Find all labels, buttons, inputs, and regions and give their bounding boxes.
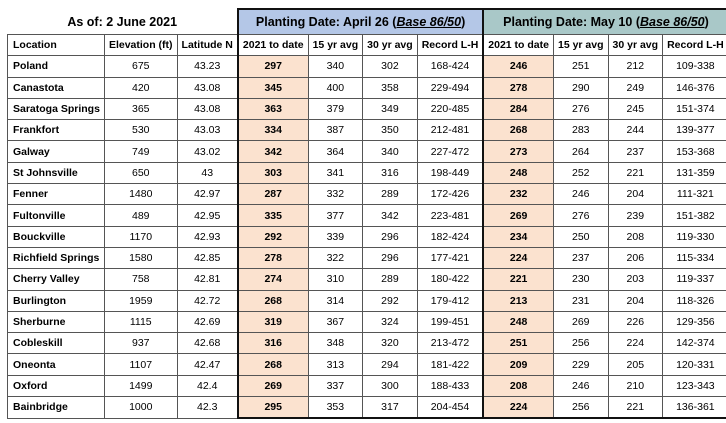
- cell-apr-30yr-avg: 296: [363, 226, 418, 247]
- cell-may-to-date: 251: [483, 333, 553, 354]
- cell-apr-record: 212-481: [417, 120, 483, 141]
- table-row: [8, 226, 726, 247]
- cell-apr-to-date: 345: [238, 77, 308, 98]
- cell-may-15yr-avg: 250: [553, 226, 608, 247]
- cell-apr-record: 168-424: [417, 56, 483, 77]
- cell-may-15yr-avg: 276: [553, 205, 608, 226]
- cell-may-record: 131-359: [663, 162, 726, 183]
- cell-latitude: 42.68: [177, 333, 238, 354]
- cell-apr-to-date: 274: [238, 269, 308, 290]
- cell-apr-15yr-avg: 339: [308, 226, 363, 247]
- cell-apr-30yr-avg: 340: [363, 141, 418, 162]
- cell-apr-30yr-avg: 300: [363, 375, 418, 396]
- cell-apr-record: 182-424: [417, 226, 483, 247]
- cell-apr-15yr-avg: 332: [308, 184, 363, 205]
- cell-apr-15yr-avg: 400: [308, 77, 363, 98]
- cell-apr-record: 188-433: [417, 375, 483, 396]
- title-row: [8, 9, 726, 35]
- table-row: [8, 162, 726, 183]
- cell-may-to-date: 278: [483, 77, 553, 98]
- cell-may-record: 111-321: [663, 184, 726, 205]
- table-row: [8, 56, 726, 77]
- cell-apr-30yr-avg: 316: [363, 162, 418, 183]
- cell-may-to-date: 221: [483, 269, 553, 290]
- cell-apr-to-date: 335: [238, 205, 308, 226]
- cell-apr-to-date: 363: [238, 98, 308, 119]
- cell-may-15yr-avg: 237: [553, 247, 608, 268]
- cell-apr-15yr-avg: 322: [308, 247, 363, 268]
- cell-elevation: 1115: [104, 311, 177, 332]
- cell-may-15yr-avg: 246: [553, 184, 608, 205]
- column-header-may-15yr: 15 yr avg: [553, 35, 608, 56]
- cell-may-30yr-avg: 204: [608, 184, 663, 205]
- cell-may-30yr-avg: 204: [608, 290, 663, 311]
- cell-may-record: 142-374: [663, 333, 726, 354]
- column-header-may-30yr: 30 yr avg: [608, 35, 663, 56]
- cell-may-30yr-avg: 224: [608, 333, 663, 354]
- cell-may-to-date: 284: [483, 98, 553, 119]
- table-row: [8, 247, 726, 268]
- cell-latitude: 42.95: [177, 205, 238, 226]
- cell-location: Frankfort: [8, 120, 105, 141]
- cell-latitude: 42.4: [177, 375, 238, 396]
- cell-apr-to-date: 287: [238, 184, 308, 205]
- cell-location: St Johnsville: [8, 162, 105, 183]
- cell-apr-15yr-avg: 367: [308, 311, 363, 332]
- cell-apr-to-date: 334: [238, 120, 308, 141]
- table-row: [8, 354, 726, 375]
- cell-may-30yr-avg: 239: [608, 205, 663, 226]
- planting-date-may-prefix: Planting Date: May 10 (: [503, 15, 640, 29]
- cell-elevation: 1580: [104, 247, 177, 268]
- cell-elevation: 1170: [104, 226, 177, 247]
- cell-elevation: 937: [104, 333, 177, 354]
- column-header-apr-record: Record L-H: [417, 35, 483, 56]
- cell-may-30yr-avg: 206: [608, 247, 663, 268]
- cell-elevation: 489: [104, 205, 177, 226]
- cell-may-to-date: 269: [483, 205, 553, 226]
- column-header-row: [8, 35, 726, 56]
- cell-apr-to-date: 268: [238, 290, 308, 311]
- table-body: [8, 9, 726, 418]
- cell-elevation: 650: [104, 162, 177, 183]
- cell-may-15yr-avg: 276: [553, 98, 608, 119]
- cell-may-record: 115-334: [663, 247, 726, 268]
- cell-location: Canastota: [8, 77, 105, 98]
- table-row: [8, 397, 726, 419]
- cell-may-30yr-avg: 208: [608, 226, 663, 247]
- table-row: [8, 184, 726, 205]
- cell-may-15yr-avg: 231: [553, 290, 608, 311]
- cell-apr-30yr-avg: 358: [363, 77, 418, 98]
- cell-apr-30yr-avg: 294: [363, 354, 418, 375]
- cell-apr-to-date: 342: [238, 141, 308, 162]
- planting-date-may-base: Base 86/50: [639, 15, 705, 29]
- planting-date-may-suffix: ): [704, 15, 709, 29]
- cell-may-record: 146-376: [663, 77, 726, 98]
- cell-may-30yr-avg: 210: [608, 375, 663, 396]
- cell-location: Fenner: [8, 184, 105, 205]
- cell-latitude: 43.03: [177, 120, 238, 141]
- cell-may-record: 119-337: [663, 269, 726, 290]
- cell-apr-30yr-avg: 289: [363, 269, 418, 290]
- cell-apr-record: 204-454: [417, 397, 483, 419]
- cell-may-to-date: 224: [483, 397, 553, 419]
- cell-may-to-date: 213: [483, 290, 553, 311]
- cell-apr-to-date: 269: [238, 375, 308, 396]
- cell-apr-30yr-avg: 324: [363, 311, 418, 332]
- cell-location: Galway: [8, 141, 105, 162]
- cell-elevation: 1000: [104, 397, 177, 419]
- cell-latitude: 42.81: [177, 269, 238, 290]
- cell-may-to-date: 248: [483, 162, 553, 183]
- cell-may-to-date: 248: [483, 311, 553, 332]
- cell-apr-record: 227-472: [417, 141, 483, 162]
- column-header-latitude: Latitude N: [177, 35, 238, 56]
- cell-apr-record: 220-485: [417, 98, 483, 119]
- column-header-elevation: Elevation (ft): [104, 35, 177, 56]
- planting-date-april-suffix: ): [461, 15, 466, 29]
- cell-elevation: 530: [104, 120, 177, 141]
- cell-apr-15yr-avg: 377: [308, 205, 363, 226]
- cell-apr-record: 199-451: [417, 311, 483, 332]
- cell-apr-15yr-avg: 340: [308, 56, 363, 77]
- cell-apr-to-date: 295: [238, 397, 308, 419]
- cell-may-to-date: 273: [483, 141, 553, 162]
- column-header-may-to-date: 2021 to date: [483, 35, 553, 56]
- cell-may-record: 129-356: [663, 311, 726, 332]
- planting-date-april-prefix: Planting Date: April 26 (: [255, 15, 397, 29]
- cell-may-30yr-avg: 244: [608, 120, 663, 141]
- cell-apr-15yr-avg: 379: [308, 98, 363, 119]
- cell-elevation: 675: [104, 56, 177, 77]
- cell-may-15yr-avg: 256: [553, 333, 608, 354]
- cell-apr-15yr-avg: 337: [308, 375, 363, 396]
- planting-date-april-base: Base 86/50: [396, 15, 462, 29]
- column-header-may-record: Record L-H: [663, 35, 726, 56]
- cell-may-15yr-avg: 246: [553, 375, 608, 396]
- table-row: [8, 269, 726, 290]
- cell-apr-to-date: 303: [238, 162, 308, 183]
- cell-may-to-date: 232: [483, 184, 553, 205]
- cell-latitude: 43.02: [177, 141, 238, 162]
- cell-apr-record: 213-472: [417, 333, 483, 354]
- cell-apr-30yr-avg: 349: [363, 98, 418, 119]
- cell-location: Saratoga Springs: [8, 98, 105, 119]
- cell-apr-record: 198-449: [417, 162, 483, 183]
- cell-may-record: 118-326: [663, 290, 726, 311]
- cell-location: Burlington: [8, 290, 105, 311]
- cell-may-to-date: 208: [483, 375, 553, 396]
- cell-location: Cherry Valley: [8, 269, 105, 290]
- cell-may-15yr-avg: 229: [553, 354, 608, 375]
- cell-latitude: 42.93: [177, 226, 238, 247]
- cell-elevation: 1480: [104, 184, 177, 205]
- cell-location: Fultonville: [8, 205, 105, 226]
- cell-apr-15yr-avg: 364: [308, 141, 363, 162]
- cell-location: Bainbridge: [8, 397, 105, 419]
- cell-apr-15yr-avg: 313: [308, 354, 363, 375]
- cell-may-to-date: 224: [483, 247, 553, 268]
- cell-apr-30yr-avg: 320: [363, 333, 418, 354]
- cell-may-30yr-avg: 212: [608, 56, 663, 77]
- cell-may-30yr-avg: 226: [608, 311, 663, 332]
- cell-may-30yr-avg: 205: [608, 354, 663, 375]
- table-row: [8, 120, 726, 141]
- cell-latitude: 43.08: [177, 98, 238, 119]
- cell-may-15yr-avg: 264: [553, 141, 608, 162]
- cell-apr-record: 172-426: [417, 184, 483, 205]
- cell-location: Oneonta: [8, 354, 105, 375]
- cell-elevation: 758: [104, 269, 177, 290]
- cell-may-record: 120-331: [663, 354, 726, 375]
- cell-apr-to-date: 292: [238, 226, 308, 247]
- cell-may-to-date: 268: [483, 120, 553, 141]
- cell-apr-30yr-avg: 296: [363, 247, 418, 268]
- cell-latitude: 43.08: [177, 77, 238, 98]
- cell-apr-record: 223-481: [417, 205, 483, 226]
- cell-apr-30yr-avg: 292: [363, 290, 418, 311]
- cell-may-15yr-avg: 290: [553, 77, 608, 98]
- cell-may-to-date: 246: [483, 56, 553, 77]
- cell-location: Cobleskill: [8, 333, 105, 354]
- cell-apr-30yr-avg: 302: [363, 56, 418, 77]
- cell-latitude: 42.97: [177, 184, 238, 205]
- cell-may-15yr-avg: 256: [553, 397, 608, 419]
- cell-apr-15yr-avg: 314: [308, 290, 363, 311]
- cell-elevation: 365: [104, 98, 177, 119]
- cell-apr-30yr-avg: 317: [363, 397, 418, 419]
- cell-latitude: 42.3: [177, 397, 238, 419]
- cell-elevation: 1499: [104, 375, 177, 396]
- cell-apr-15yr-avg: 341: [308, 162, 363, 183]
- cell-location: Richfield Springs: [8, 247, 105, 268]
- cell-may-30yr-avg: 203: [608, 269, 663, 290]
- cell-latitude: 42.85: [177, 247, 238, 268]
- gdd-table: [7, 8, 726, 419]
- column-header-apr-15yr: 15 yr avg: [308, 35, 363, 56]
- column-header-location: Location: [8, 35, 105, 56]
- cell-apr-15yr-avg: 387: [308, 120, 363, 141]
- cell-latitude: 43: [177, 162, 238, 183]
- cell-may-15yr-avg: 251: [553, 56, 608, 77]
- cell-location: Oxford: [8, 375, 105, 396]
- cell-apr-to-date: 316: [238, 333, 308, 354]
- cell-may-record: 151-382: [663, 205, 726, 226]
- cell-may-to-date: 209: [483, 354, 553, 375]
- cell-may-record: 119-330: [663, 226, 726, 247]
- cell-apr-to-date: 268: [238, 354, 308, 375]
- cell-apr-to-date: 297: [238, 56, 308, 77]
- cell-apr-30yr-avg: 350: [363, 120, 418, 141]
- cell-may-15yr-avg: 269: [553, 311, 608, 332]
- cell-elevation: 1959: [104, 290, 177, 311]
- table-row: [8, 290, 726, 311]
- cell-latitude: 42.72: [177, 290, 238, 311]
- cell-apr-record: 179-412: [417, 290, 483, 311]
- column-header-apr-to-date: 2021 to date: [238, 35, 308, 56]
- cell-apr-record: 177-421: [417, 247, 483, 268]
- cell-latitude: 42.69: [177, 311, 238, 332]
- cell-location: Bouckville: [8, 226, 105, 247]
- cell-elevation: 420: [104, 77, 177, 98]
- planting-date-april-header: [238, 9, 483, 35]
- table-row: [8, 98, 726, 119]
- table-row: [8, 375, 726, 396]
- cell-apr-record: 181-422: [417, 354, 483, 375]
- cell-apr-to-date: 278: [238, 247, 308, 268]
- cell-apr-30yr-avg: 289: [363, 184, 418, 205]
- cell-may-record: 151-374: [663, 98, 726, 119]
- cell-may-30yr-avg: 221: [608, 397, 663, 419]
- cell-latitude: 43.23: [177, 56, 238, 77]
- cell-apr-record: 180-422: [417, 269, 483, 290]
- cell-elevation: 749: [104, 141, 177, 162]
- as-of-label: As of: 2 June 2021: [8, 9, 238, 35]
- cell-latitude: 42.47: [177, 354, 238, 375]
- cell-location: Poland: [8, 56, 105, 77]
- cell-apr-to-date: 319: [238, 311, 308, 332]
- table-row: [8, 77, 726, 98]
- cell-may-15yr-avg: 230: [553, 269, 608, 290]
- cell-apr-30yr-avg: 342: [363, 205, 418, 226]
- column-header-apr-30yr: 30 yr avg: [363, 35, 418, 56]
- cell-may-to-date: 234: [483, 226, 553, 247]
- cell-may-record: 123-343: [663, 375, 726, 396]
- cell-may-30yr-avg: 245: [608, 98, 663, 119]
- table-row: [8, 333, 726, 354]
- cell-may-30yr-avg: 237: [608, 141, 663, 162]
- table-row: [8, 205, 726, 226]
- cell-may-15yr-avg: 252: [553, 162, 608, 183]
- table-row: [8, 311, 726, 332]
- planting-date-may-header: [483, 9, 726, 35]
- cell-may-record: 139-377: [663, 120, 726, 141]
- table-row: [8, 141, 726, 162]
- cell-apr-15yr-avg: 348: [308, 333, 363, 354]
- cell-may-15yr-avg: 283: [553, 120, 608, 141]
- cell-may-record: 109-338: [663, 56, 726, 77]
- cell-location: Sherburne: [8, 311, 105, 332]
- cell-may-record: 136-361: [663, 397, 726, 419]
- cell-apr-15yr-avg: 310: [308, 269, 363, 290]
- cell-may-record: 153-368: [663, 141, 726, 162]
- cell-apr-record: 229-494: [417, 77, 483, 98]
- cell-apr-15yr-avg: 353: [308, 397, 363, 419]
- cell-elevation: 1107: [104, 354, 177, 375]
- cell-may-30yr-avg: 221: [608, 162, 663, 183]
- cell-may-30yr-avg: 249: [608, 77, 663, 98]
